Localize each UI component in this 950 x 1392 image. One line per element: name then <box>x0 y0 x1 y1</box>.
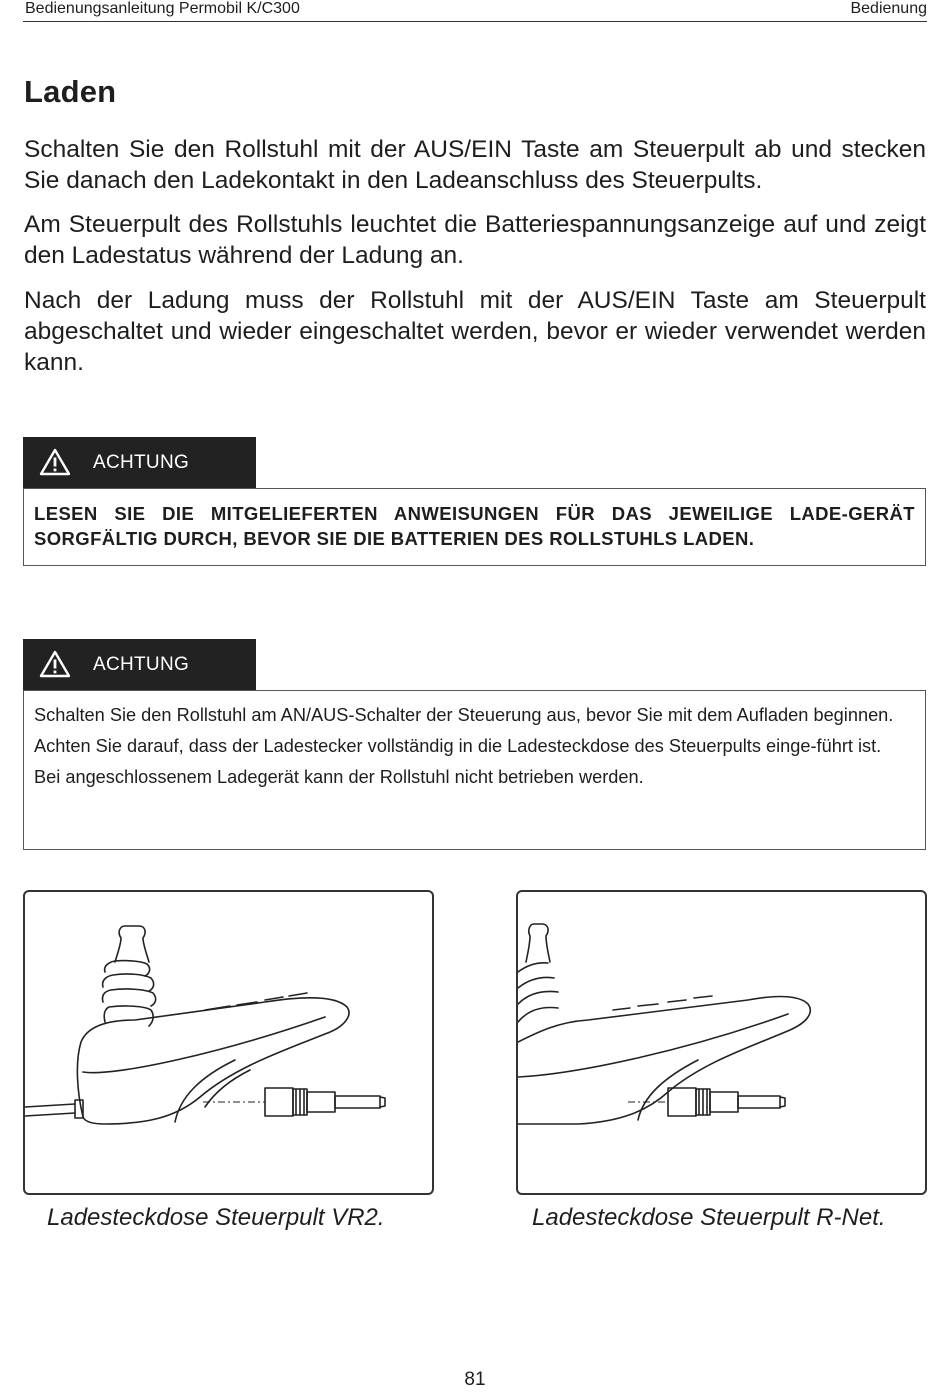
warning-triangle-icon <box>39 650 71 678</box>
warning-2-line-2: Achten Sie darauf, dass der Ladestecker vollständig in die Ladesteckdose des Steuerpults einge-führt ist. <box>34 736 882 756</box>
warning-1-label: ACHTUNG <box>93 452 190 473</box>
warning-2-tab <box>23 639 256 691</box>
paragraph-1: Schalten Sie den Rollstuhl mit der AUS/EIN Taste am Steuerpult ab und stecken Sie danach den Ladekontakt in den Ladeanschluss des Steuerpults. <box>24 136 926 194</box>
figure-caption-vr2: Ladesteckdose Steuerpult VR2. <box>47 1204 385 1231</box>
joystick-controller-illustration <box>25 892 434 1195</box>
header-section-name: Bedienung <box>850 0 927 17</box>
figure-caption-rnet: Ladesteckdose Steuerpult R-Net. <box>532 1204 886 1231</box>
warning-triangle-icon <box>39 448 71 476</box>
joystick-controller-illustration <box>518 892 927 1195</box>
warning-2-box <box>23 690 926 850</box>
page-header <box>23 0 927 22</box>
paragraph-2: Am Steuerpult des Rollstuhls leuchtet die Batteriespannungsanzeige auf und zeigt den Ladestatus während der Ladung an. <box>24 211 926 269</box>
page-number: 81 <box>464 1369 486 1390</box>
warning-1-tab <box>23 437 256 489</box>
header-manual-title: Bedienungsanleitung Permobil K/C300 <box>25 0 300 17</box>
section-title: Laden <box>24 74 117 109</box>
warning-2-label: ACHTUNG <box>93 654 190 675</box>
warning-2-line-3: Bei angeschlossenem Ladegerät kann der Rollstuhl nicht betrieben werden. <box>34 767 644 787</box>
warning-1-box <box>23 488 926 566</box>
figure-rnet-controller <box>516 890 927 1195</box>
figure-vr2-controller <box>23 890 434 1195</box>
warning-2-line-1: Schalten Sie den Rollstuhl am AN/AUS-Schalter der Steuerung aus, bevor Sie mit dem Aufladen beginnen. <box>34 705 894 725</box>
warning-1-text: LESEN SIE DIE MITGELIEFERTEN ANWEISUNGEN FÜR DAS JEWEILIGE LADE-GERÄT SORGFÄLTIG DURCH, BEVOR SIE DIE BATTERIEN DES ROLLSTUHLS LADEN. <box>34 503 915 549</box>
paragraph-3: Nach der Ladung muss der Rollstuhl mit der AUS/EIN Taste am Steuerpult abgeschaltet und wieder eingeschaltet werden, bevor er wieder verwendet werden kann. <box>24 287 926 376</box>
